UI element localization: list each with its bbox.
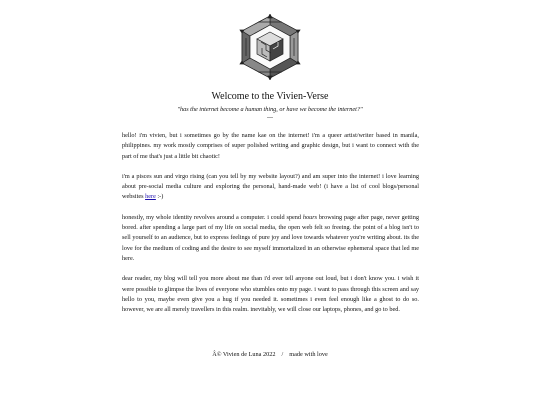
footer-separator: / <box>281 351 284 358</box>
intro-paragraph-4: dear reader, my blog will tell you more about me than i'd ever tell anyone out loud, but i don't know you. i wish it were possible to glimpse the lives of everyone who stumbles onto my page. i want to pass through this screen and say hello to you, maybe even give you a hug if you needed it. sometimes i even feel enough like a ghost to do so. however, we are all merely travellers in this realm. inevitably, we will close our laptops, phones, and go to bed. <box>122 275 419 314</box>
intro-content <box>122 131 419 325</box>
intro-paragraph-3 <box>122 213 419 264</box>
paragraph-text: honestly, my whole identity revolves around a computer. i could spend <box>122 213 303 221</box>
made-with-love-text: made with love <box>289 351 328 358</box>
emphasis-text: hours <box>302 213 318 221</box>
paragraph-text: i'm a pisces sun and virgo rising (can you tell by my website layout?) and am super into the internet! i love learning about pre-social media culture and exploring the personal, hand-made web! (i have a list of cool blogs/personal websites <box>122 172 419 201</box>
paragraph-text: :-) <box>155 193 164 201</box>
copyright-text: Â© Vivien de Luna 2022 <box>212 351 276 358</box>
blogs-list-link[interactable]: here <box>145 193 156 201</box>
intro-paragraph-2 <box>122 172 419 203</box>
intro-paragraph-1: hello! i'm vivien, but i sometimes go by the name kae on the internet! i'm a queer artist/writer based in manila, philippines. my work mostly comprises of super polished writing and graphic design, but i want to connect with the part of me that's just a little bit chaotic! <box>122 132 419 160</box>
ornate-hexagon-logo-icon <box>238 14 302 80</box>
divider: --- <box>267 115 273 121</box>
paragraph-text: browsing page after page, never getting bored. after spending a large part of my life on social media, the open web felt so freeing. the point of a blog isn't to sell yourself to an audience, but to express feelings of pure joy and love towards whatever you're writing about. its the love for the medium of coding and the desire to see myself immortalized in an otherwise ephemeral space that led me here. <box>122 213 419 262</box>
footer <box>0 351 540 359</box>
page-title: Welcome to the Vivien-Verse <box>211 91 329 102</box>
page-subtitle-quote: "has the internet become a human thing, or have we become the internet?" <box>177 106 363 113</box>
